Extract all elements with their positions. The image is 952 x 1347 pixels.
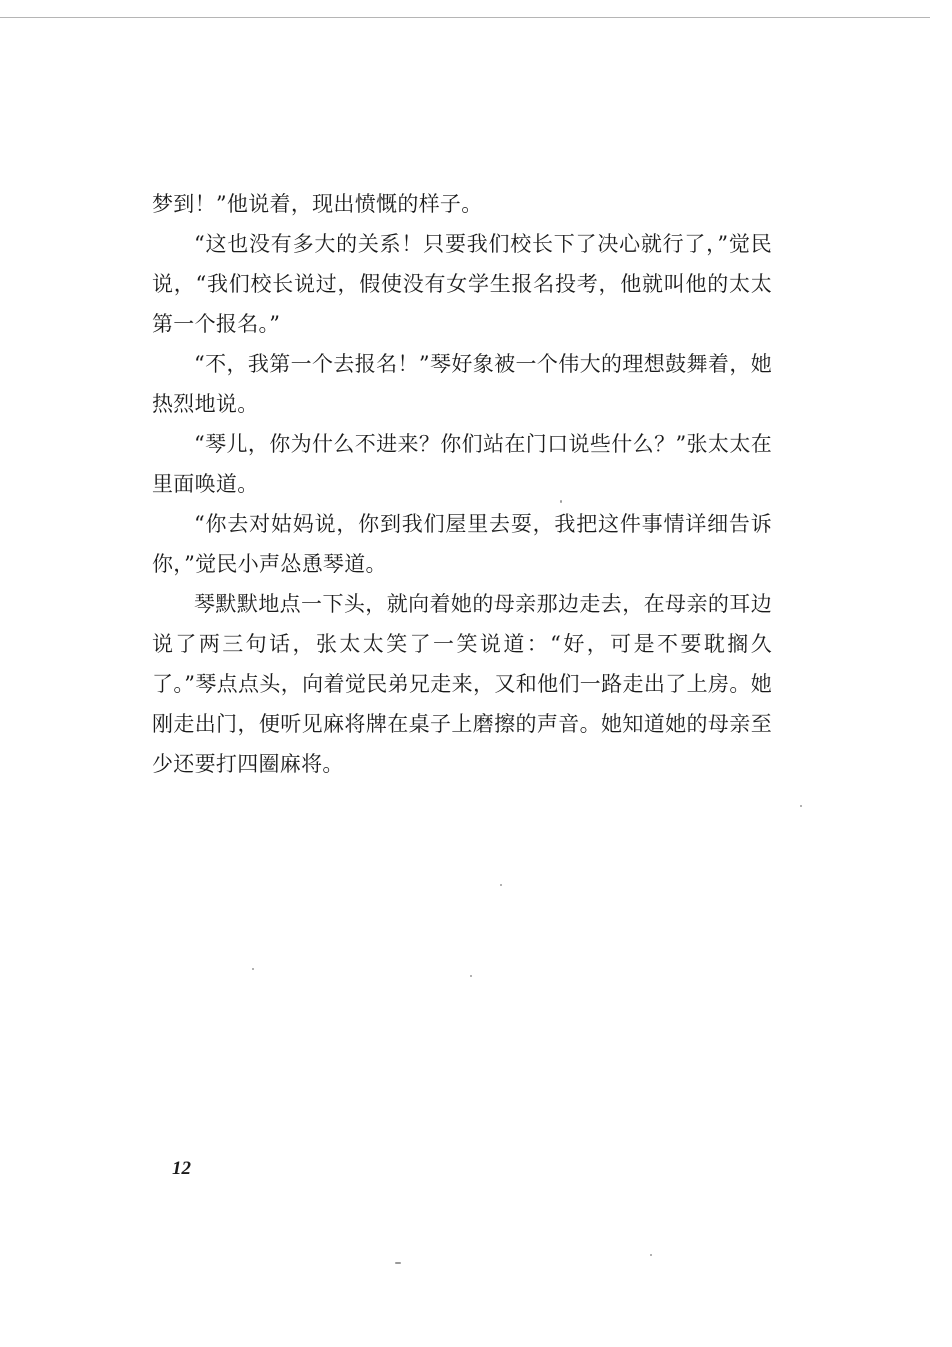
scan-speck bbox=[650, 1254, 652, 1256]
paragraph-2: “这也没有多大的关系！只要我们校长下了决心就行了，”觉民说，“我们校长说过，假使没有女学生报名投考，他就叫他的太太第一个报名。” bbox=[152, 232, 772, 336]
scan-speck bbox=[800, 805, 802, 807]
paragraph-4: “琴儿，你为什么不进来？你们站在门口说些什么？”张太太在里面唤道。 bbox=[152, 432, 772, 496]
top-rule bbox=[0, 17, 930, 18]
scan-speck bbox=[470, 975, 472, 977]
body-text bbox=[152, 184, 772, 784]
paragraph-3: “不，我第一个去报名！”琴好象被一个伟大的理想鼓舞着，她热烈地说。 bbox=[152, 352, 772, 416]
scan-speck bbox=[500, 884, 502, 886]
paragraph-5: “你去对姑妈说，你到我们屋里去耍，我把这件事情详细告诉你，”觉民小声怂恿琴道。 bbox=[152, 512, 772, 576]
scan-speck bbox=[252, 968, 254, 970]
paragraph-1: 梦到！”他说着，现出愤慨的样子。 bbox=[152, 192, 483, 216]
paragraph-6: 琴默默地点一下头，就向着她的母亲那边走去，在母亲的耳边说了两三句话，张太太笑了一笑说道：“好，可是不要耽搁久了。”琴点点头，向着觉民弟兄走来，又和他们一路走出了上房。她刚走出门，便听见麻将牌在桌子上磨擦的声音。她知道她的母亲至少还要打四圈麻将。 bbox=[152, 592, 772, 776]
scan-speck bbox=[560, 500, 562, 503]
scan-speck bbox=[395, 1262, 401, 1264]
page-number: 12 bbox=[172, 1158, 191, 1179]
